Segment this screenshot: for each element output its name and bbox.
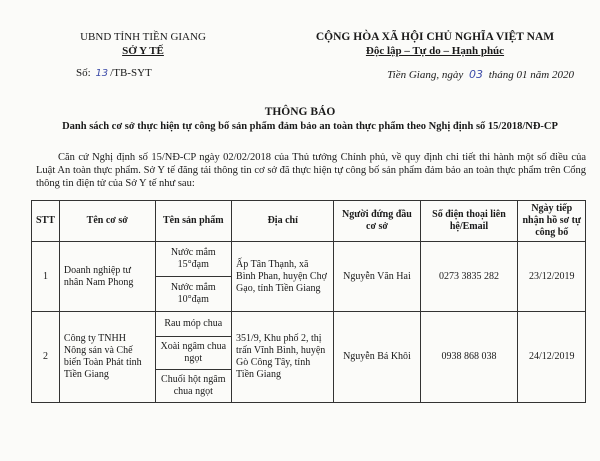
nation-name: CỘNG HÒA XÃ HỘI CHỦ NGHĨA VIỆT NAM bbox=[315, 31, 555, 43]
date-day-handwritten: 03 bbox=[469, 68, 483, 81]
row-date: 24/12/2019 bbox=[518, 312, 586, 403]
header-product: Tên sản phẩm bbox=[155, 201, 232, 242]
row-head: Nguyễn Văn Hai bbox=[334, 242, 420, 312]
row-facility: Công ty TNHH Nông sản và Chế biến Toàn Phát tỉnh Tiền Giang bbox=[59, 312, 155, 403]
header-stt: STT bbox=[32, 201, 60, 242]
body-text bbox=[36, 151, 586, 190]
row-product: Nước mắm 10°đạm bbox=[155, 277, 232, 312]
header-date: Ngày tiếp nhận hồ sơ tự công bố bbox=[518, 201, 586, 242]
table-row bbox=[32, 242, 586, 277]
row-phone: 0273 3835 282 bbox=[420, 242, 518, 312]
row-product: Nước mắm 15°đạm bbox=[155, 242, 232, 277]
row-date: 23/12/2019 bbox=[518, 242, 586, 312]
row-phone: 0938 868 038 bbox=[420, 312, 518, 403]
agency-name: UBND TỈNH TIỀN GIANG bbox=[80, 31, 206, 43]
row-address: 351/9, Khu phố 2, thị trấn Vĩnh Bình, huyện Gò Công Tây, tỉnh Tiền Giang bbox=[232, 312, 334, 403]
motto: Độc lập – Tự do – Hạnh phúc bbox=[365, 45, 505, 57]
row-product: Xoài ngâm chua ngọt bbox=[155, 337, 232, 370]
table-header-row bbox=[32, 201, 586, 242]
document-title: THÔNG BÁO bbox=[264, 106, 336, 118]
row-product: Rau móp chua bbox=[155, 312, 232, 337]
body-paragraph: Căn cứ Nghị định số 15/NĐ-CP ngày 02/02/2018 của Thủ tướng Chính phủ, về quy định chi tiết thi hành một số điều của Luật An toàn thực phẩm. Sở Y tế đăng tải thông tin cơ sở đã thực hiện tự công bố sản phẩm đảm bảo an toàn thực phẩm trên Cổng thông tin điện tử của Sở Y tế như sau: bbox=[36, 152, 586, 189]
row-address: Ấp Tân Thạnh, xã Bình Phan, huyện Chợ Gạo, tỉnh Tiền Giang bbox=[232, 242, 334, 312]
doc-number-handwritten: 13 bbox=[95, 68, 109, 79]
table-row bbox=[32, 312, 586, 337]
issue-date: Tiền Giang, ngày 03 tháng 01 năm 2020 bbox=[387, 68, 574, 81]
header-facility: Tên cơ sở bbox=[59, 201, 155, 242]
national-header bbox=[290, 30, 580, 82]
row-head: Nguyễn Bá Khôi bbox=[334, 312, 420, 403]
header-phone: Số điện thoại liên hệ/Email bbox=[420, 201, 518, 242]
facility-table bbox=[31, 200, 586, 403]
row-facility: Doanh nghiệp tư nhân Nam Phong bbox=[59, 242, 155, 312]
department-name: SỞ Y TẾ bbox=[122, 45, 164, 57]
doc-number: Số: 13 /TB-SYT bbox=[76, 67, 152, 79]
issuer-block bbox=[58, 30, 228, 81]
document-subtitle: Danh sách cơ sở thực hiện tự công bố sản phẩm đảm bảo an toàn thực phẩm theo Nghị định số 15/2018/NĐ-CP bbox=[62, 121, 558, 132]
row-product: Chuối hột ngâm chua ngọt bbox=[155, 370, 232, 403]
row-stt: 2 bbox=[32, 312, 60, 403]
header-address: Địa chỉ bbox=[232, 201, 334, 242]
row-stt: 1 bbox=[32, 242, 60, 312]
header-head: Người đứng đầu cơ sở bbox=[334, 201, 420, 242]
